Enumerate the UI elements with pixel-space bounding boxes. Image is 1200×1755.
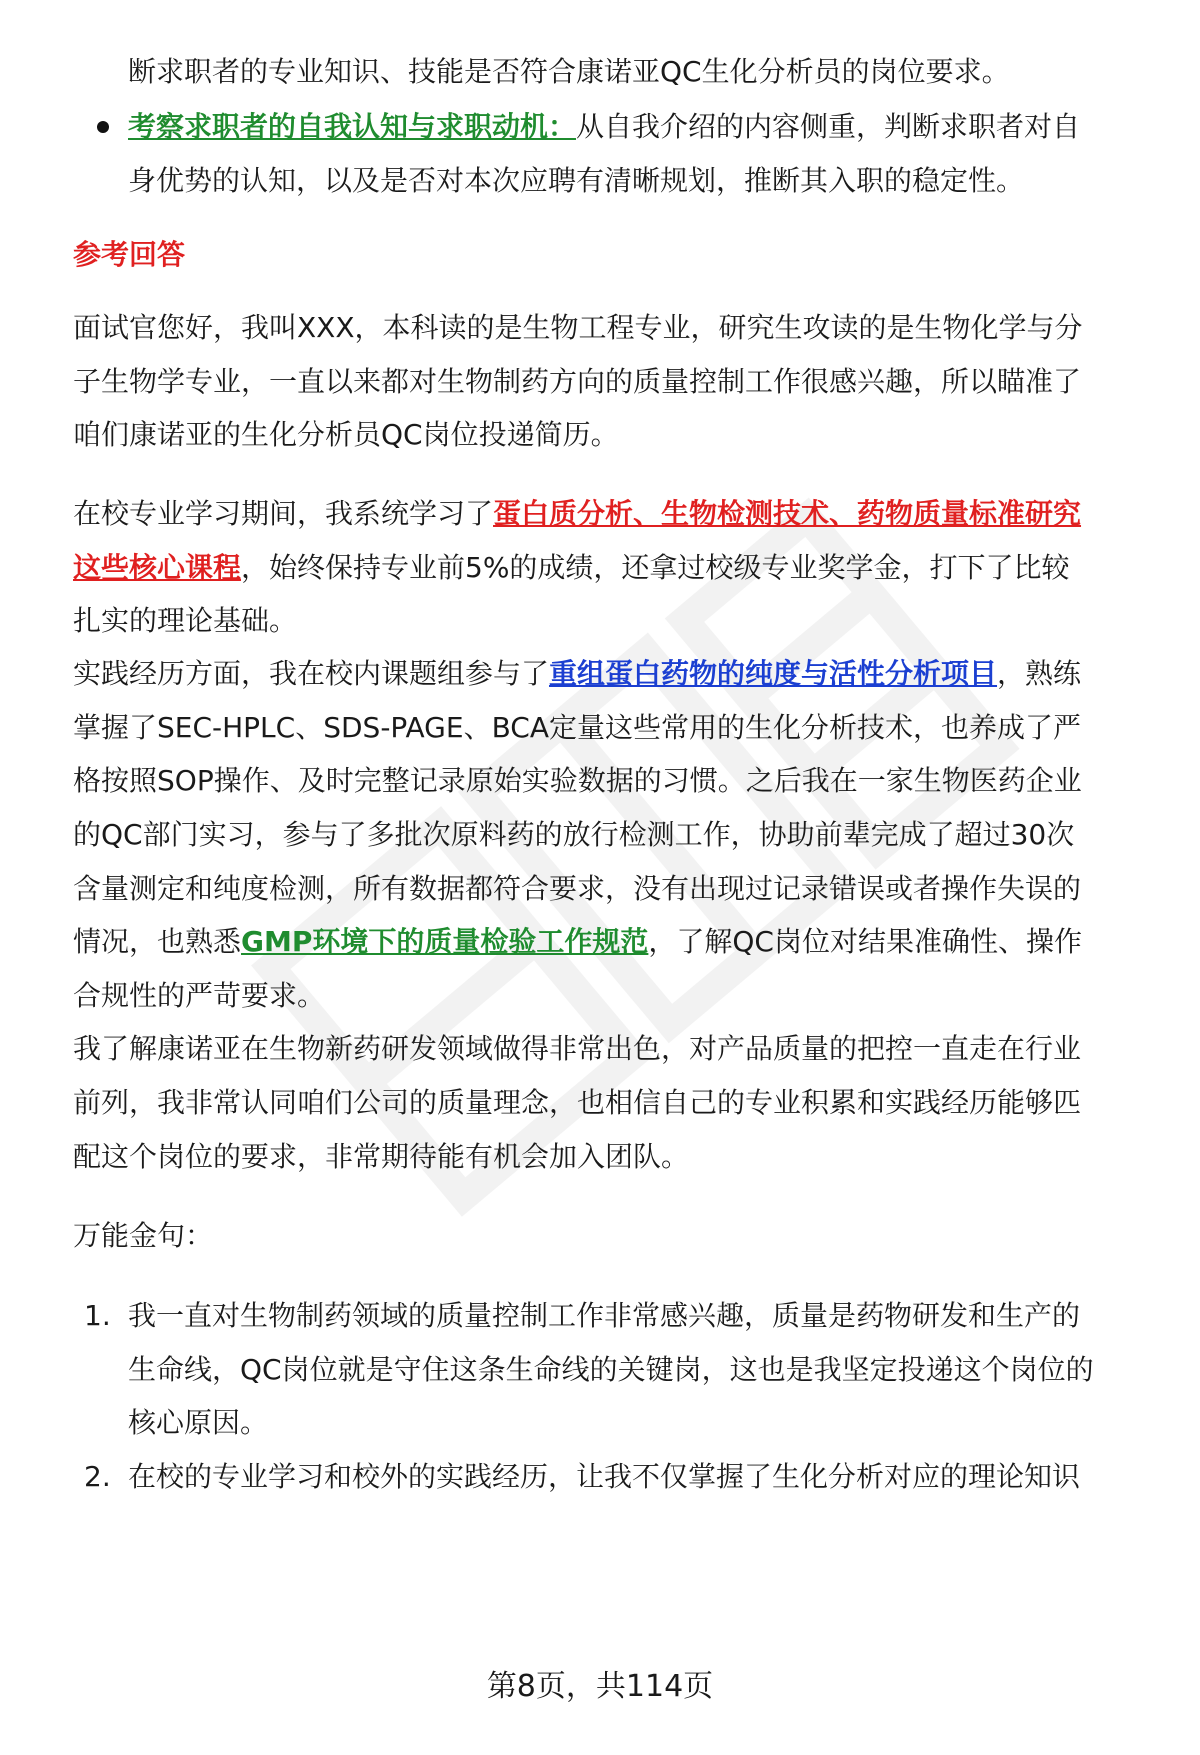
list-item2-line1: 在校的专业学习和校外的实践经历，让我不仅掌握了生化分析对应的理论知识 [128,1460,1081,1493]
page-footer: 第8页，共114页 [486,1669,714,1704]
para4-line1: 我了解康诺亚在生物新药研发领域做得非常出色，对产品质量的把控一直走在行业 [73,1032,1082,1065]
para2-line3: 扎实的理论基础。 [73,604,298,637]
para2-line1 [73,485,1081,543]
para4-line3: 配这个岗位的要求，非常期待能有机会加入团队。 [73,1140,690,1173]
para2-text: 在校专业学习期间，我系统学习了 [73,497,494,530]
para3-text: 实践经历方面，我在校内课题组参与了 [73,657,550,690]
bullet-dot-icon [97,121,109,133]
para1-line2: 子生物学专业，一直以来都对生物制药方向的质量控制工作很感兴趣，所以瞄准了 [73,365,1082,398]
para2-line2 [73,539,1069,597]
list-number-2: 2. [84,1460,111,1493]
list-number-1: 1. [84,1299,111,1332]
para3-line2: 掌握了SEC-HPLC、SDS-PAGE、BCA定量这些常用的生化分析技术，也养成了严 [73,711,1081,744]
para3-text-f-end: ，了解QC岗位对结果准确性、操作 [648,925,1082,958]
para3-text-f: 情况，也熟悉 [73,925,242,958]
para3-line6 [73,913,1082,971]
para4-line2: 前列，我非常认同咱们公司的质量理念，也相信自己的专业积累和实践经历能够匹 [73,1086,1082,1119]
para3-line4: 的QC部门实习，参与了多批次原料药的放行检测工作，协助前辈完成了超过30次 [73,818,1075,851]
para1-line1: 面试官您好，我叫XXX，本科读的是生物工程专业，研究生攻读的是生物化学与分 [73,311,1083,344]
para2-highlight: 蛋白质分析、生物检测技术、药物质量标准研究 [493,497,1082,530]
para2-text-cont: ，始终保持专业前5%的成绩，还拿过校级专业奖学金，打下了比较 [241,551,1070,584]
bullet2-line2: 身优势的认知，以及是否对本次应聘有清晰规划，推断其入职的稳定性。 [128,164,1025,197]
bullet2-text: 从自我介绍的内容侧重，判断求职者对自 [576,110,1081,143]
list-item1-line3: 核心原因。 [128,1406,269,1439]
bullet1-continuation: 断求职者的专业知识、技能是否符合康诺亚QC生化分析员的岗位要求。 [128,55,1010,88]
bullet2-highlight: 考察求职者的自我认知与求职动机： [128,110,577,143]
bullet2-line1 [128,98,1080,156]
list-item1-line1: 我一直对生物制药领域的质量控制工作非常感兴趣，质量是药物研发和生产的 [128,1299,1081,1332]
para2-highlight-cont: 这些核心课程 [73,551,242,584]
para1-line3: 咱们康诺亚的生化分析员QC岗位投递简历。 [73,418,619,451]
list-item1-line2: 生命线，QC岗位就是守住这条生命线的关键岗，这也是我坚定投递这个岗位的 [128,1353,1094,1386]
para3-highlight: 重组蛋白药物的纯度与活性分析项目 [549,657,998,690]
para3-line5: 含量测定和纯度检测，所有数据都符合要求，没有出现过记录错误或者操作失误的 [73,872,1082,905]
section-heading: 参考回答 [73,238,186,271]
para3-line1 [73,645,1081,703]
para3-line3: 格按照SOP操作、及时完整记录原始实验数据的习惯。之后我在一家生物医药企业 [73,764,1082,797]
golden-sentences-label: 万能金句： [73,1219,214,1252]
para3-highlight-gmp: GMP环境下的质量检验工作规范 [241,925,649,958]
para3-line7: 合规性的严苛要求。 [73,979,326,1012]
para3-text-end: ，熟练 [997,657,1082,690]
